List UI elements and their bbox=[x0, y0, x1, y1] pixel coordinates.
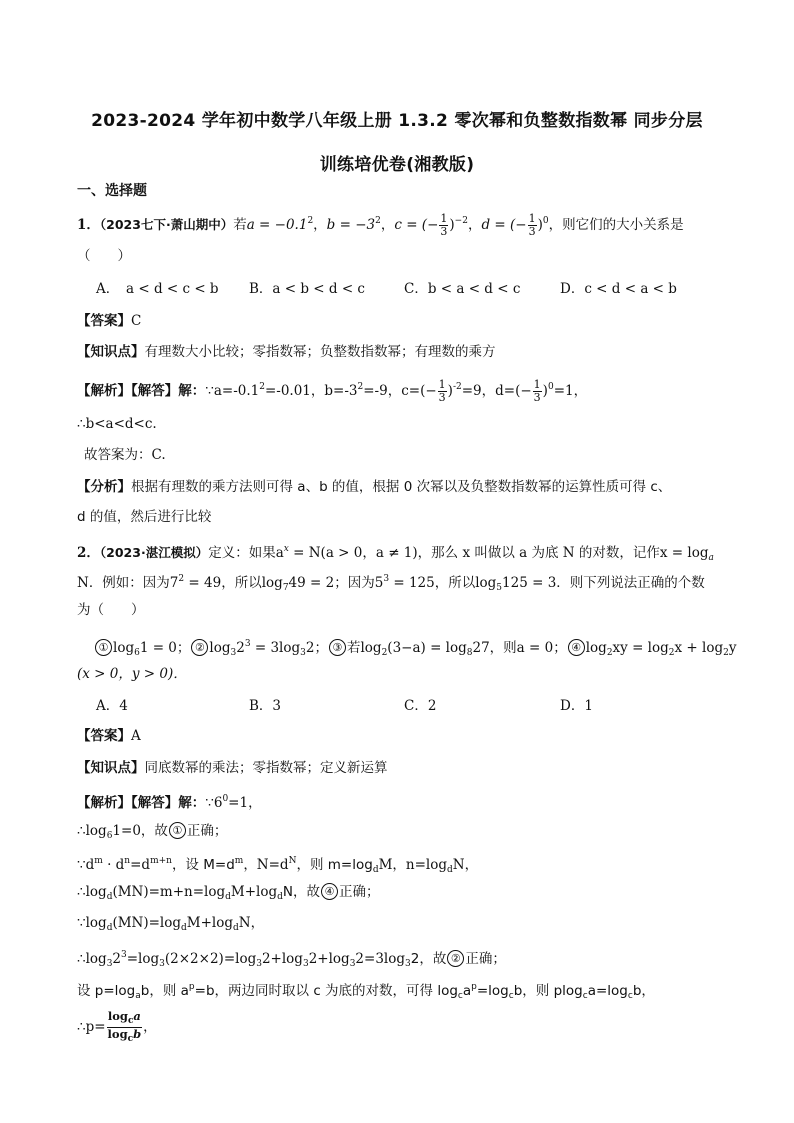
q2-step-2: $\because d^m \cdot d^n=d^{m+n}$，设 $M=d^m$，$N=d^N$，则 $m=\log_dM$，$n=\log_dN$， bbox=[77, 856, 479, 875]
q1-paren: （ ） bbox=[77, 248, 131, 264]
q1-knowledge: 【知识点】有理数大小比较；零指数幂；负整数指数幂；有理数的乘方 bbox=[77, 344, 496, 360]
q1-answer: 【答案】C bbox=[77, 313, 142, 329]
fraction: $\frac{1}{3}$ bbox=[440, 212, 448, 238]
q1-option-d: D．c < d < a < b bbox=[560, 281, 677, 297]
q1-analysis-conclusion: ∴b<a<d<c. bbox=[77, 416, 157, 432]
q2-option-c: C．2 bbox=[404, 698, 437, 714]
q2-step-4: $\because\log_d(MN)=\log_dM+\log_dN$， bbox=[77, 915, 265, 933]
q1-option-c: C．b < a < d < c bbox=[404, 281, 521, 297]
doc-title-line1: 2023-2024 学年初中数学八年级上册 1.3.2 零次幂和负整数指数幂 同步分层 bbox=[91, 111, 703, 131]
q2-step-5: $\therefore\log_32^3=\log_3(2\times 2\times 2)=\log_32+\log_32+\log_32=3\log_32$，故 ② 正确； bbox=[77, 950, 506, 969]
q2-statements: ① $\log_61 = 0$； ② $\log_32^3 = 3\log_32$； ③ 若$\log_2(3-a) = \log_827$，则a = 0； ④ $\log_2xy = \log_2x + \log_2y$ bbox=[94, 634, 737, 663]
q2-step-6: 设 $p=\log_ab$，则 $a^p=b$，两边同时取以 c 为底的对数，可得 $\log_ca^p=\log_cb$，则 $plog_ca=\log_cb$， bbox=[77, 982, 655, 1001]
q2-option-b: B．3 bbox=[249, 698, 282, 714]
fraction: $\frac{1}{3}$ bbox=[528, 212, 536, 238]
q2-step-1: $\therefore\log_61=0$，故 ① 正确； bbox=[77, 823, 228, 841]
q2-option-a: A．4 bbox=[96, 698, 128, 714]
q1-source: （2023七下·萧山期中） bbox=[99, 217, 234, 232]
q2-stem: 2．（2023·湛江模拟）定义：如果$a^x = N(a > 0$，a ≠ 1)，那么 x 叫做以 a 为底 N 的对数，记作$x = \log_a$ bbox=[77, 544, 714, 563]
q1-number: 1． bbox=[77, 217, 100, 233]
q2-option-d: D．1 bbox=[560, 698, 593, 714]
q1-stem: 1．（2023七下·萧山期中）若$a = -0.1^2$，$b = -3^2$，c = (− $\frac{1}{3}$ )$^{-2}$，d = (− $\frac{1}{3}$ )$^0$，则它们的大小关系是 bbox=[77, 212, 684, 238]
q2-answer: 【答案】A bbox=[77, 728, 141, 744]
q2-step-7: ∴p= $\frac{\log_ca}{\log_cb}$ ， bbox=[77, 1009, 157, 1044]
q2-stem-cont: N．例如：因为$7^2 = 49$，所以$\log_749 = 2$；因为$5^3 = 125$，所以$\log_5125 = 3$．则下列说法正确的个数 bbox=[77, 574, 705, 593]
q2-knowledge: 【知识点】同底数幂的乘法；零指数幂；定义新运算 bbox=[77, 760, 388, 776]
section-heading: 一、选择题 bbox=[77, 183, 147, 199]
q1-analysis: 【解析】【解答】解：$\because a=-0.1^2=-0.01$，$b=-3^2=-9$，c=(− $\frac{1}{3}$ )$^{-2}$=9，d=(− $\frac{1}{3}$ )$^0$=1， bbox=[77, 378, 588, 404]
q1-fenxi-cont: d 的值，然后进行比较 bbox=[77, 509, 212, 525]
q1-final: 故答案为：C. bbox=[84, 447, 166, 463]
q2-stem-end: 为（ ） bbox=[77, 602, 145, 618]
q1-option-a: A． a < d < c < b bbox=[96, 281, 219, 297]
q1-fenxi: 【分析】根据有理数的乘方法则可得 a、b 的值，根据 0 次幂以及负整数指数幂的运算性质可得 c、 bbox=[77, 479, 672, 495]
q2-step-3: $\therefore\log_d(MN)=m+n=\log_dM+\log_dN$，故 ④ 正确； bbox=[77, 884, 380, 902]
q1-option-b: B．a < b < d < c bbox=[249, 281, 365, 297]
doc-title-line2: 训练培优卷(湘教版) bbox=[319, 155, 475, 175]
fraction: $\frac{\log_ca}{\log_cb}$ bbox=[107, 1009, 142, 1044]
q2-condition: (x > 0，y > 0)． bbox=[77, 666, 187, 682]
q2-analysis: 【解析】【解答】解：$\because 6^0=1$， bbox=[77, 794, 262, 811]
